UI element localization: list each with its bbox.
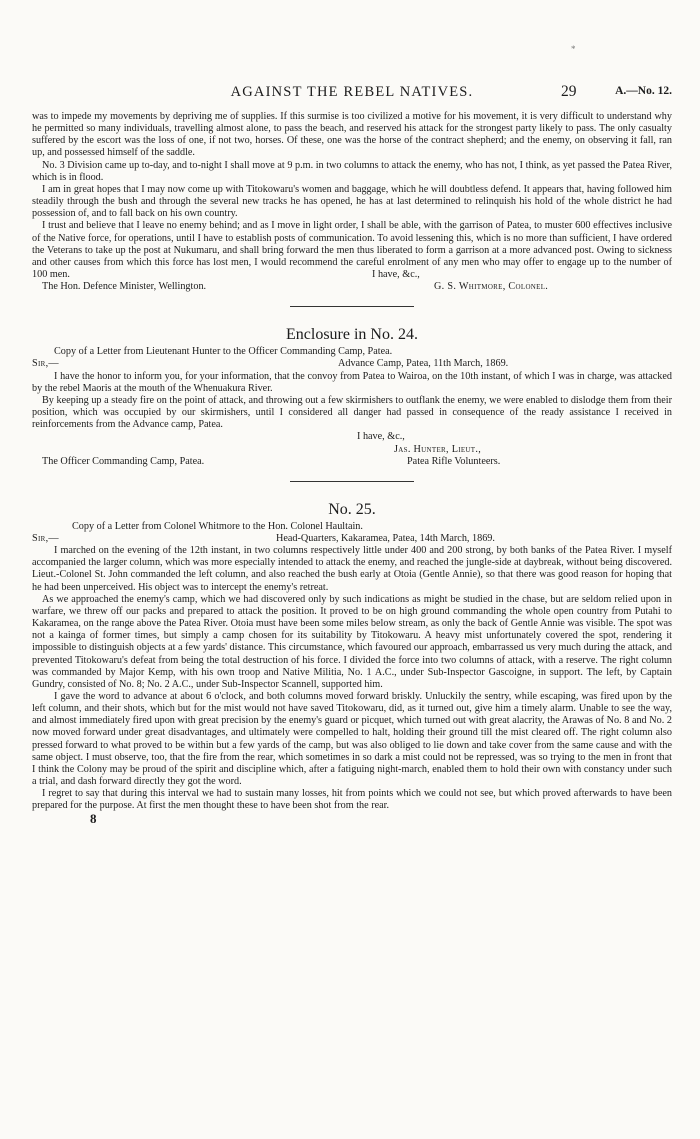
salutation-line bbox=[32, 533, 672, 545]
addressee: The Officer Commanding Camp, Patea. bbox=[42, 455, 205, 467]
paragraph: No. 3 Division came up to-day, and to-night I shall move at 9 p.m. in two columns to attack the enemy, who has not, I think, as yet passed the Patea River, which is in flood. bbox=[32, 159, 672, 183]
paragraph: I am in great hopes that I may now come up with Titokowaru's women and baggage, which he will doubtless defend. It appears that, having followed him steadily through the bush and through the several new tracks he has opened, he has at last determined to relinquish his hold of the whole district he had possession of, and to fall back on his own country. bbox=[32, 183, 672, 220]
letter-number-title: No. 25. bbox=[328, 500, 376, 518]
salutation: Sir,— bbox=[32, 532, 59, 544]
paragraph: I trust and believe that I leave no enemy behind; and as I move in light order, I shall be able, with the garrison of Patea, to muster 600 effectives inclusive of the Native force, for operations, until I have to establish posts of communication. To avoid lessening this, which is no more than sufficient, I have ordered the Veterans to take up the post at Nukumaru, and shall bring forward the men thus liberated to form a garrison at a more advanced post. Owing to sickness and other causes from which this force has lost men, I would recommend the careful enrolment of any men who may offer to engage up to the number of 100 men. bbox=[32, 220, 672, 281]
page-number: 29 bbox=[561, 83, 577, 100]
signature-line bbox=[32, 444, 672, 456]
paragraph: By keeping up a steady fire on the point of attack, and throwing out a few skirmishers to outflank the enemy, we were enabled to dislodge them from their position, which was occupied by our skirmishers, until I considered all danger had passed in consequence of the ready assistance I received in reinforcements from the Advance camp, Patea. bbox=[32, 394, 672, 431]
addressee: The Hon. Defence Minister, Wellington. bbox=[42, 281, 207, 293]
place-date: Advance Camp, Patea, 11th March, 1869. bbox=[338, 358, 509, 370]
salutation: Sir,— bbox=[32, 358, 59, 370]
paragraph: I marched on the evening of the 12th instant, in two columns respectively little under 400 and 200 strong, by both banks of the Patea River. I myself accompanied the larger column, which was more especially intended to attack the enemy, and reached the jungle-side at daybreak, without being discovered. Lieut.-Colonel St. John commanded the left column, and also reached the bush early at Otoia (Gentle Annie), so that there was good reason for hoping that he had been unperceived. His object was to intercept the enemy's retreat. bbox=[32, 545, 672, 593]
enclosure-title: Enclosure in No. 24. bbox=[286, 326, 418, 344]
signature-closing-line bbox=[32, 431, 672, 443]
paragraph: was to impede my movements by depriving me of supplies. If this surmise is too civilized a motive for his movement, it is very difficult to understand why he permitted so many individuals, travelling almost alone, to pass the beach, and reserved his attack for the strongest party likely to pass. The only casualty suffered by the escort was the loss of one, if not two, horses. Of these, one was the horse of the contract shepherd; and the enemy, on observing it fall, ran up, and possessed himself of the saddle. bbox=[32, 111, 672, 159]
signer-unit: Patea Rifle Volunteers. bbox=[407, 455, 501, 467]
signer: G. S. Whitmore, Colonel. bbox=[434, 281, 549, 293]
running-header bbox=[32, 84, 672, 106]
paragraph: I regret to say that during this interval we had to sustain many losses, hit from points which we could not see, but which proved afterwards to have been prepared for the purpose. At first the men thought these to have been shot from the rear. bbox=[32, 788, 672, 812]
footer-line bbox=[32, 810, 672, 827]
corner-mark: * bbox=[571, 44, 576, 54]
document-body bbox=[32, 111, 672, 827]
place-date: Head-Quarters, Kakaramea, Patea, 14th March, 1869. bbox=[276, 532, 495, 544]
page-title: AGAINST THE REBEL NATIVES. bbox=[230, 84, 474, 100]
series-number: A.—No. 12. bbox=[615, 85, 672, 97]
salutation-line bbox=[32, 358, 672, 370]
closing-phrase: I have, &c., bbox=[372, 269, 420, 281]
section-divider bbox=[290, 481, 414, 482]
section-divider bbox=[290, 306, 414, 307]
paragraph: As we approached the enemy's camp, which we had discovered only by such indications as might be studied in the chase, but are seldom relied upon in warfare, we threw off our packs and prepared to attack the position. It proved to be on high ground commanding the whole open country from Putahi to Kakaramea, on the range above the Patea River. Otoia must have been some miles below stream, as only the back of Gentle Annie was visible. The spot was not a kainga of former times, but simply a camp chosen for its suitability by Titokowaru. A heavy mist unfortunately covered the spot, rendering it impossible to distinguish objects at a few yards' distance. This circumstance, which favoured our approach, embarrassed us very much during the attack, and prevented Titokowaru's defeat from being the total destruction of his force. I divided the force into two columns of attack, with a reserve. The right column was commanded by Major Kemp, with his own troop and Native Militia, No. 1 A.C., under Sub-Inspector Gascoigne, in support. The left, by Captain Gundry, consisted of No. 8; No. 2 A.C., under Sub-Inspector Scannell, supported him. bbox=[32, 593, 672, 690]
signature-line bbox=[32, 281, 672, 293]
letter-caption: Copy of a Letter from Lieutenant Hunter to the Officer Commanding Camp, Patea. bbox=[54, 346, 393, 358]
paragraph: I gave the word to advance at about 6 o'clock, and both columns moved forward briskly. Unluckily the sentry, while escaping, was fired upon by the left column, and their shots, which but for the mist would not have saved Titokowaru, did, as it turned out, give him a timely alarm. Unable to see the way, and almost immediately fired upon with great precision by the enemy's guard or picquet, which turned out with great alacrity, the Arawas of No. 8 and No. 2 now moved forward under great disadvantages, and ultimately were compelled to halt, holding their ground till the mist cleared off. The right column also pressed forward to what proved to be within but a few yards of the camp, but was also obliged to lie down and take cover from the same cause and with the same object. I must observe, too, that the fire from the rear, which sometimes in so dark a mist could not be repressed, was so trying to the men in front that I think the Colony may be proud of the spirit and discipline which, after a fatiguing night-march, enabled them to hold their own with constancy under such a trial, and dash forward directly they got the word. bbox=[32, 691, 672, 788]
closing-phrase: I have, &c., bbox=[357, 431, 405, 443]
signature-line bbox=[32, 456, 672, 468]
paragraph: I have the honor to inform you, for your information, that the convoy from Patea to Wairoa, on the 10th instant, of which I was in charge, was attacked by the rebel Maoris at the mouth of the Whenuakura River. bbox=[32, 370, 672, 394]
signature-closing-line bbox=[32, 269, 672, 281]
signer: Jas. Hunter, Lieut., bbox=[394, 443, 482, 455]
letter-caption: Copy of a Letter from Colonel Whitmore to the Hon. Colonel Haultain. bbox=[72, 520, 363, 532]
signature-mark: 8 bbox=[90, 810, 97, 826]
